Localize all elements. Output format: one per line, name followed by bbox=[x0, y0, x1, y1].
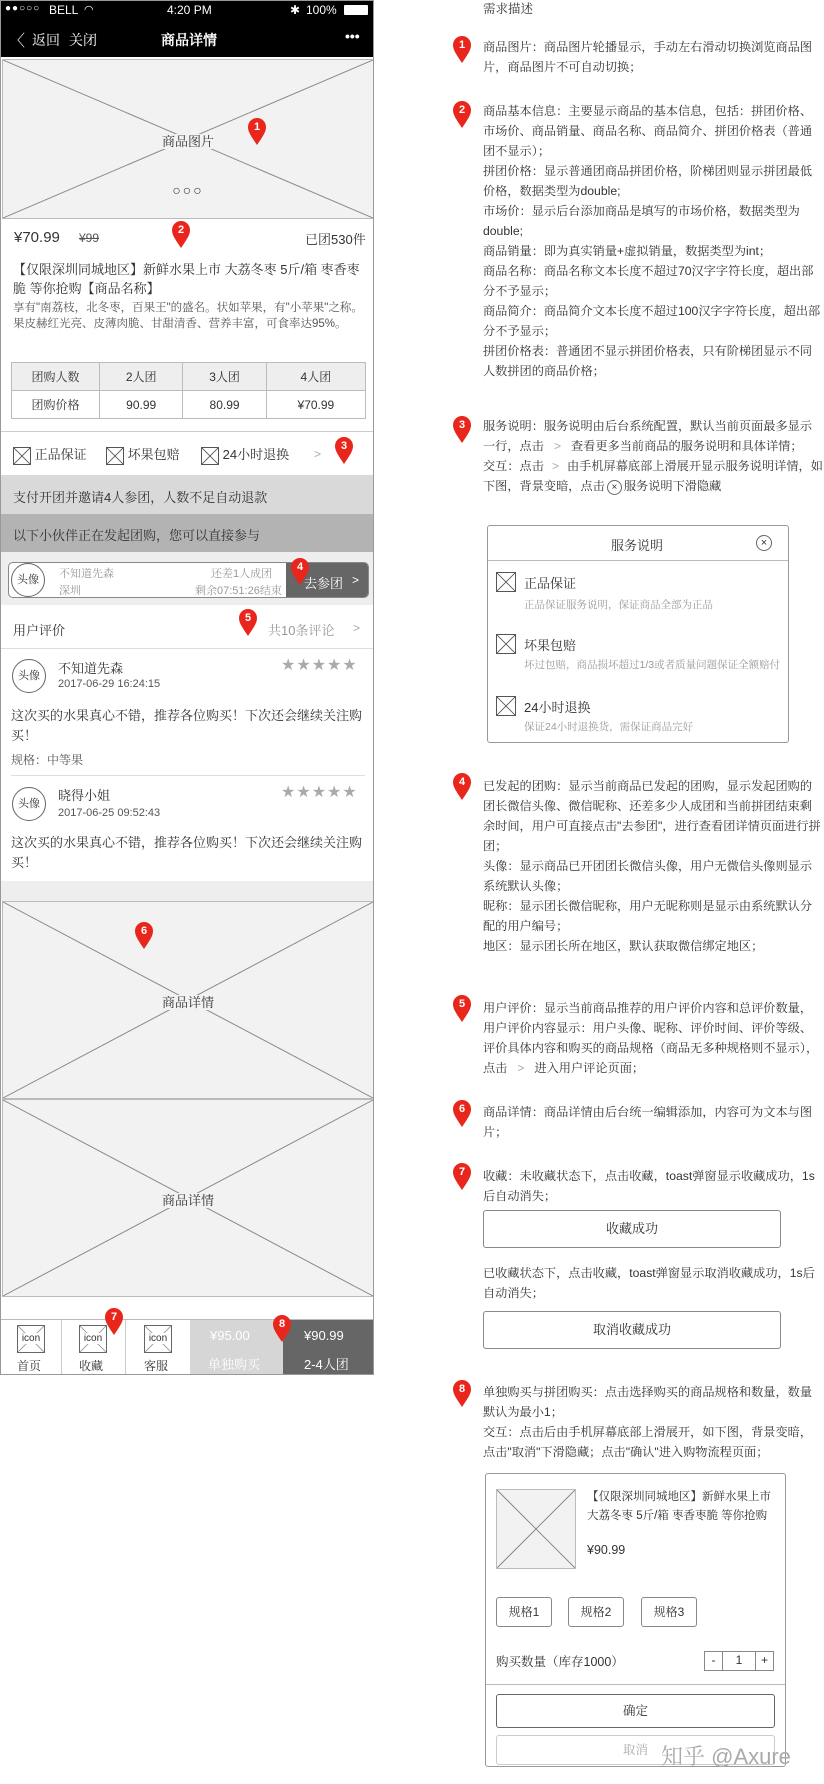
rating-stars: ★★★★★ bbox=[281, 784, 358, 801]
plus-button[interactable]: + bbox=[755, 1652, 773, 1670]
tab-customer-service[interactable]: icon 客服 bbox=[126, 1320, 190, 1375]
panel-title: 服务说明 bbox=[611, 538, 664, 553]
reviews-title: 用户评价 bbox=[13, 623, 66, 638]
checkbox-icon bbox=[496, 696, 516, 716]
phone-frame bbox=[0, 0, 374, 1375]
annotation-pin: 7 bbox=[452, 1163, 472, 1191]
annotation-pin: 6 bbox=[134, 922, 154, 950]
chevron-right-icon: > bbox=[551, 459, 559, 473]
join-group-button[interactable]: 去参团 > bbox=[286, 563, 369, 598]
status-bar bbox=[1, 1, 374, 19]
table-cell: 4人团 bbox=[266, 363, 365, 391]
service-item: 坏果包赔 bbox=[106, 444, 180, 465]
back-icon[interactable]: 〈 bbox=[9, 33, 26, 50]
confirm-button[interactable]: 确定 bbox=[496, 1694, 775, 1728]
annotation-pin: 4 bbox=[290, 558, 310, 586]
table-cell: 团购人数 bbox=[12, 363, 100, 391]
avatar: 头像 bbox=[12, 659, 46, 693]
annotation-pin: 3 bbox=[452, 416, 472, 444]
favorite-icon: icon bbox=[79, 1325, 107, 1353]
checkbox-icon bbox=[496, 634, 516, 654]
battery-label: 100% bbox=[306, 3, 337, 17]
annotation-pin: 3 bbox=[334, 437, 354, 465]
review-content: 这次买的水果真心不错，推荐各位购买！下次还会继续关注购买！ bbox=[11, 708, 363, 743]
table-cell: 2人团 bbox=[100, 363, 183, 391]
description-5: 用户评价：显示当前商品推荐的用户评价内容和总评价数量，用户评价内容显示：用户头像、昵称、评价时间、评价等级、评价具体内容和购买的商品规格（商品无多种规格则不显示），点击 > 进入用户评论页面； bbox=[483, 1001, 819, 1075]
spec-option[interactable]: 规格3 bbox=[641, 1597, 697, 1627]
tier-price-table bbox=[11, 362, 366, 419]
close-button[interactable]: 关闭 bbox=[69, 32, 97, 48]
battery-icon bbox=[344, 5, 368, 15]
customer-service-icon: icon bbox=[144, 1325, 172, 1353]
ongoing-groups-notice: 以下小伙伴正在发起团购，您可以直接参与 bbox=[1, 514, 374, 552]
cancel-button[interactable]: 取消 bbox=[496, 1735, 775, 1765]
group-price: ¥70.99 bbox=[14, 229, 60, 246]
checkbox-icon bbox=[106, 447, 124, 465]
description-1: 商品图片：商品图片轮播显示，手动左右滑动切换浏览商品图片，商品图片不可自动切换； bbox=[483, 40, 813, 74]
spec-option[interactable]: 规格2 bbox=[568, 1597, 624, 1627]
product-image-carousel[interactable] bbox=[2, 59, 374, 219]
annotation-pin: 8 bbox=[272, 1315, 292, 1343]
carrier-label: BELL bbox=[49, 3, 79, 17]
carousel-label: 商品图片 bbox=[161, 134, 214, 149]
service-detail-item: 24小时退换 保证24小时退换货，需保证商品完好 bbox=[496, 696, 516, 716]
description-7a: 收藏：未收藏状态下，点击收藏，toast弹窗显示收藏成功，1s后自动消失； bbox=[483, 1169, 815, 1203]
reviewer-name: 晓得小姐 bbox=[58, 788, 111, 803]
reviews-total[interactable]: 共10条评论 bbox=[268, 623, 335, 638]
close-icon[interactable]: × bbox=[756, 535, 772, 551]
service-row[interactable] bbox=[1, 431, 374, 475]
service-item: 24小时退换 bbox=[201, 444, 289, 465]
ongoing-group-card[interactable] bbox=[8, 562, 369, 598]
checkbox-icon bbox=[496, 572, 516, 592]
table-cell: 90.99 bbox=[100, 391, 183, 419]
reviewer-name: 不知道先森 bbox=[58, 661, 124, 676]
chevron-right-icon: > bbox=[517, 1061, 525, 1075]
service-detail-panel bbox=[487, 525, 789, 743]
annotation-pin: 2 bbox=[452, 101, 472, 129]
toast-unfavorite-success: 取消收藏成功 bbox=[483, 1311, 781, 1349]
annotation-pin: 7 bbox=[104, 1308, 124, 1336]
rating-stars: ★★★★★ bbox=[281, 657, 358, 674]
description-heading: 需求描述 bbox=[483, 2, 534, 16]
reviews-header[interactable] bbox=[1, 605, 374, 649]
review-time: 2017-06-25 09:52:43 bbox=[58, 807, 161, 819]
avatar: 头像 bbox=[11, 563, 45, 597]
quantity-value[interactable]: 1 bbox=[735, 1653, 743, 1667]
review-content: 这次买的水果真心不错，推荐各位购买！下次还会继续关注购买！ bbox=[11, 835, 363, 870]
page-title: 商品详情 bbox=[161, 32, 217, 48]
product-name: 【仅限深圳同城地区】新鲜水果上市 大荔冬枣 5斤/箱 枣香枣脆 等你抢购【商品名称】 bbox=[13, 262, 360, 296]
wifi-icon: ◠ bbox=[84, 4, 94, 16]
sold-count: 已团530件 bbox=[305, 232, 366, 247]
section-gap bbox=[1, 881, 374, 901]
avatar: 头像 bbox=[12, 787, 46, 821]
close-circle-icon: × bbox=[607, 480, 622, 495]
table-cell: 团购价格 bbox=[12, 391, 100, 419]
chevron-right-icon: > bbox=[352, 573, 360, 587]
watermark: 知乎 @Axure bbox=[661, 1744, 791, 1769]
leader-nickname: 不知道先森 bbox=[59, 568, 114, 580]
purchase-product-name: 【仅限深圳同城地区】新鲜水果上市 大荔冬枣 5斤/箱 枣香枣脆 等你抢购 bbox=[587, 1491, 771, 1522]
group-buy-button[interactable]: ¥90.99 2-4人团 bbox=[283, 1320, 374, 1375]
description-7b: 已收藏状态下，点击收藏，toast弹窗显示取消收藏成功，1s后自动消失； bbox=[483, 1266, 815, 1300]
description-4: 已发起的团购：显示当前商品已发起的团购，显示发起团购的团长微信头像、微信昵称、还差多少人成团和当前拼团结束剩余时间，用户可直接点击"去参团"，进行查看团详情页面进行拼团； 头像：显示商品已开团团长微信头像，用户无微信头像则显示系统默认头像； 昵称：显示团长微信昵称，用户无昵称则是显示由系统默认分配的用户编号； 地区：显示团长所在地区，默认获取微信绑定地区； bbox=[483, 779, 821, 953]
chevron-right-icon[interactable]: > bbox=[314, 447, 322, 461]
quantity-stepper[interactable] bbox=[704, 1651, 774, 1671]
service-detail-item: 正品保证 正品保证服务说明，保证商品全部为正品 bbox=[496, 572, 516, 592]
remain-people: 还差1人成团 bbox=[211, 568, 273, 580]
product-detail-image: 商品详情 bbox=[2, 1099, 374, 1297]
quantity-label: 购买数量（库存1000） bbox=[496, 1655, 624, 1669]
leader-region: 深圳 bbox=[59, 585, 81, 597]
nav-bar bbox=[1, 19, 374, 57]
tab-favorite[interactable]: icon 收藏 bbox=[62, 1320, 126, 1375]
checkbox-icon bbox=[13, 447, 31, 465]
table-row bbox=[12, 391, 366, 419]
table-row bbox=[12, 363, 366, 391]
more-icon[interactable]: ••• bbox=[345, 28, 360, 44]
spec-option[interactable]: 规格1 bbox=[496, 1597, 552, 1627]
purchase-panel bbox=[485, 1473, 786, 1767]
annotation-pin: 5 bbox=[452, 995, 472, 1023]
product-intro: 享有"南荔枝，北冬枣，百果王"的盛名。状如苹果，有"小苹果"之称。果皮赫红光亮、皮薄肉脆、甘甜清香、营养丰富，可食率达95%。 bbox=[13, 302, 363, 330]
time-label: 4:20 PM bbox=[167, 3, 212, 17]
table-cell: 80.99 bbox=[183, 391, 266, 419]
back-button[interactable]: 返回 bbox=[32, 32, 60, 48]
annotation-pin: 8 bbox=[452, 1380, 472, 1408]
review-item bbox=[1, 649, 374, 775]
minus-button[interactable]: - bbox=[705, 1652, 723, 1670]
review-item bbox=[1, 776, 374, 881]
annotation-pin: 5 bbox=[238, 609, 258, 637]
table-cell: 3人团 bbox=[183, 363, 266, 391]
table-cell: ¥70.99 bbox=[266, 391, 365, 419]
group-rule-notice: 支付开团并邀请4人参团，人数不足自动退款 bbox=[1, 475, 374, 514]
bluetooth-icon: ✱ bbox=[290, 3, 301, 17]
service-item: 正品保证 bbox=[13, 444, 87, 465]
market-price: ¥99 bbox=[79, 231, 100, 245]
review-time: 2017-06-29 16:24:15 bbox=[58, 678, 161, 690]
annotation-pin: 1 bbox=[452, 36, 472, 64]
single-buy-button[interactable]: ¥95.00 单独购买 bbox=[190, 1320, 283, 1375]
toast-favorite-success: 收藏成功 bbox=[483, 1210, 781, 1248]
remain-time: 剩余07:51:26结束 bbox=[195, 585, 282, 597]
review-spec: 规格：中等果 bbox=[11, 753, 84, 767]
divider bbox=[486, 1684, 785, 1685]
description-6: 商品详情：商品详情由后台统一编辑添加，内容可为文本与图片； bbox=[483, 1105, 813, 1139]
bottom-tab-bar bbox=[1, 1319, 374, 1375]
annotation-pin: 4 bbox=[452, 773, 472, 801]
description-2: 商品基本信息：主要显示商品的基本信息，包括：拼团价格、市场价、商品销量、商品名称、商品简介、拼团价格表（普通团不显示）； 拼团价格：显示普通团商品拼团价格，阶梯团则显示拼团最低价格，数据类型为double; 市场价：显示后台添加商品是填写的市场价格，数据类型为double; 商品销量：即为真实销量+虚拟销量，数据类型为int； 商品名称：商品名称文本长度不超过70汉字字符长度，超出部分不予显示； 商品简介：商品简介文本长度不超过100汉字字符长度，超出部分不予显示； 拼团价格表：普通团不显示拼团价格表，只有阶梯团显示不同人数拼团的商品价格； bbox=[483, 104, 821, 378]
chevron-right-icon[interactable]: > bbox=[353, 621, 361, 635]
carousel-dots[interactable]: ○○○ bbox=[172, 182, 204, 198]
annotation-pin: 1 bbox=[247, 118, 267, 146]
home-icon: icon bbox=[17, 1325, 45, 1353]
tab-home[interactable]: icon 首页 bbox=[1, 1320, 62, 1375]
annotation-pin: 6 bbox=[452, 1100, 472, 1128]
product-thumbnail bbox=[496, 1489, 576, 1569]
checkbox-icon bbox=[201, 447, 219, 465]
panel-header bbox=[488, 526, 788, 561]
signal-icon: ●●○○○ bbox=[5, 3, 41, 14]
description-3: 服务说明：服务说明由后台系统配置，默认当前页面最多显示一行，点击 > 查看更多当前商品的服务说明和具体详情； 交互：点击 > 由手机屏幕底部上滑展开显示服务说明详情，如下图，背景变暗，点击 × 服务说明下滑隐藏 bbox=[483, 419, 823, 493]
chevron-right-icon: > bbox=[553, 439, 561, 453]
annotation-pin: 2 bbox=[171, 221, 191, 249]
product-detail-image: 商品详情 bbox=[2, 901, 374, 1099]
purchase-price: ¥90.99 bbox=[587, 1543, 626, 1557]
service-detail-item: 坏果包赔 坏过包赔，商品损坏超过1/3或者质量问题保证全额赔付 bbox=[496, 634, 516, 654]
description-8: 单独购买与拼团购买：点击选择购买的商品规格和数量，数量默认为最小1； 交互：点击后由手机屏幕底部上滑展开，如下图，背景变暗，点击"取消"下滑隐藏；点击"确认"进入购物流程页面； bbox=[483, 1385, 813, 1459]
